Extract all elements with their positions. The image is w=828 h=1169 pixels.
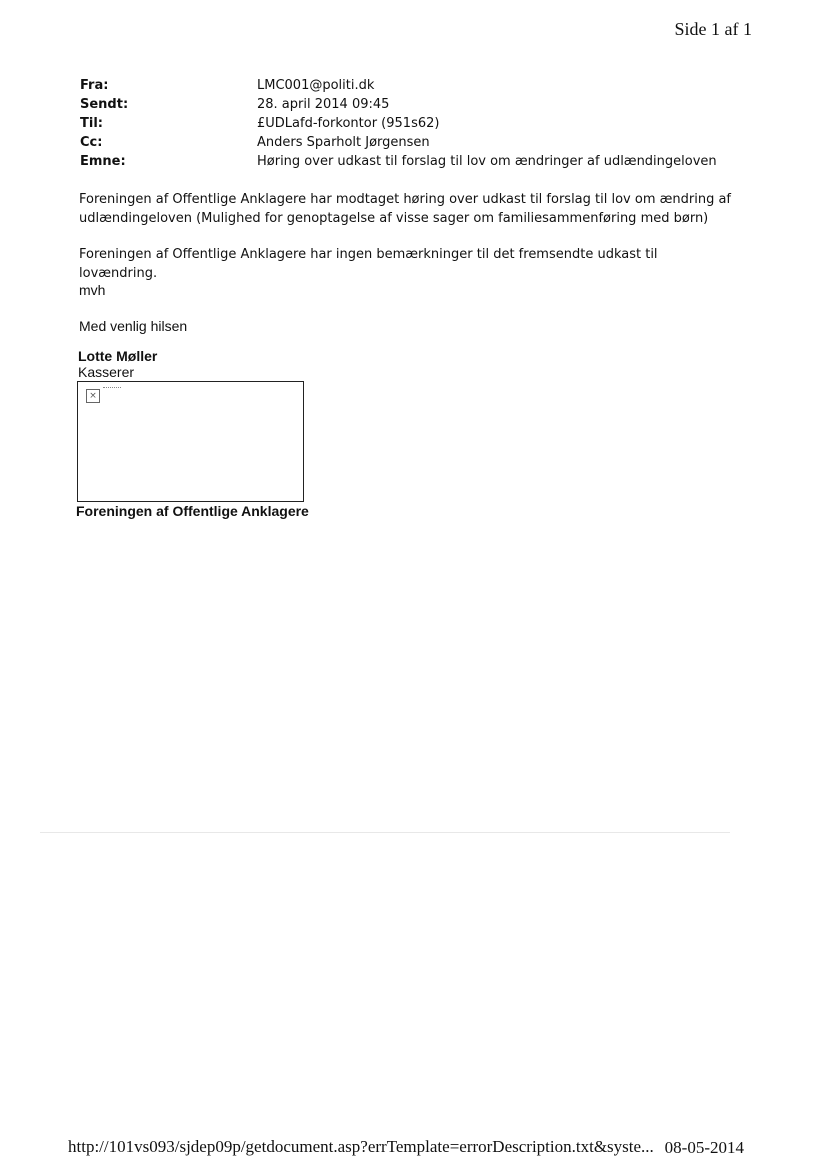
header-row-sent [80,95,717,114]
from-label: Fra: [80,78,109,93]
signature-logo-placeholder [77,381,304,502]
cc-label: Cc: [80,135,103,150]
header-row-cc [80,133,717,152]
broken-image-icon: × [86,389,100,403]
signature-name: Lotte Møller [78,348,158,364]
signature-organization: Foreningen af Offentlige Anklagere [76,503,309,519]
subject-value: Høring over udkast til forslag til lov om ændringer af udlændingeloven [257,154,717,169]
from-value: LMC001@politi.dk [257,78,375,93]
email-header [80,76,717,171]
broken-image-alt-text [103,387,121,388]
body-mvh: mvh [79,282,106,298]
sent-label: Sendt: [80,97,129,112]
cc-value: Anders Sparholt Jørgensen [257,135,430,150]
body-paragraph-2: Foreningen af Offentlige Anklagere har ingen bemærkninger til det fremsendte udkast til lovændring. [79,247,658,281]
signature-title: Kasserer [78,364,135,380]
subject-label: Emne: [80,154,126,169]
body-closing: Med venlig hilsen [79,318,188,334]
header-row-from [80,76,717,95]
header-row-subject [80,152,717,171]
footer-url: http://101vs093/sjdep09p/getdocument.asp?errTemplate=errorDescription.txt&syste... [68,1137,654,1156]
sent-value: 28. april 2014 09:45 [257,97,390,112]
footer-date: 08-05-2014 [664,1138,744,1157]
to-label: Til: [80,116,103,131]
to-value: £UDLafd-forkontor (951s62) [257,116,440,131]
page-number: Side 1 af 1 [674,19,752,39]
body-paragraph-1: Foreningen af Offentlige Anklagere har modtaget høring over udkast til forslag til lov om ændring af udlændingeloven (Mulighed for genoptagelse af visse sager om familiesammenføring med børn) [79,192,732,226]
header-row-to [80,114,717,133]
scan-artifact-line [40,832,730,833]
